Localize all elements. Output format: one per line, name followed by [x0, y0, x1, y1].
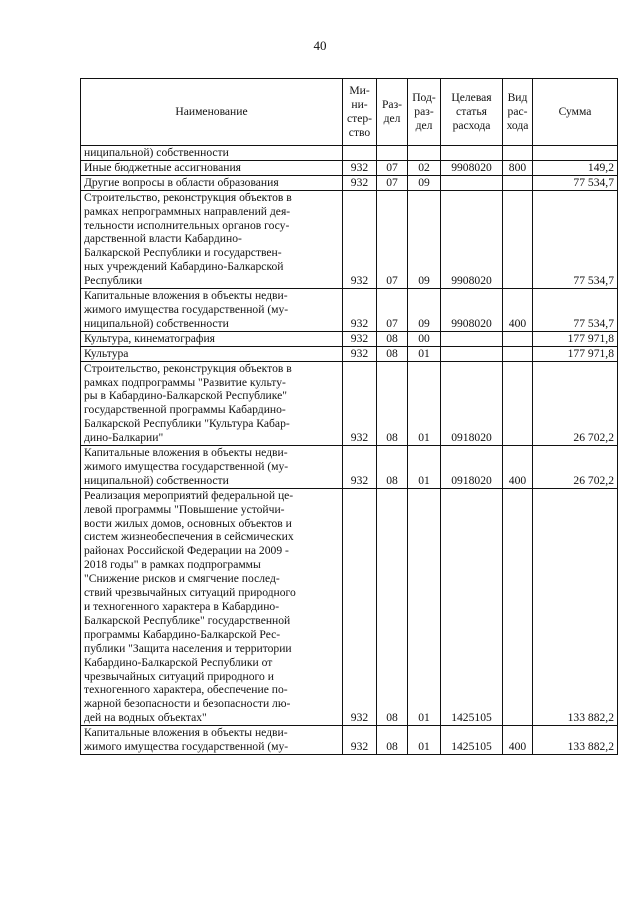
row-name	[81, 488, 343, 725]
header-section: Раз- дел	[377, 79, 408, 146]
row-subsection: 01	[408, 346, 441, 361]
row-sum: 26 702,2	[533, 361, 618, 445]
row-name-line: ниципальной) собственности	[84, 316, 229, 330]
table-header-row	[81, 79, 618, 146]
row-section	[377, 146, 408, 161]
row-name-line: Балкарской Республики и государствен-	[84, 246, 282, 260]
row-expense-type	[503, 190, 533, 288]
row-subsection: 01	[408, 361, 441, 445]
row-name-line: "Снижение рисков и смягчение послед-	[84, 572, 280, 586]
row-name-line: техногенного характера, обеспечение по-	[84, 683, 288, 697]
table-body	[81, 146, 618, 755]
row-name	[81, 346, 343, 361]
row-name-line: Другие вопросы в области образования	[84, 175, 279, 189]
row-sum: 133 882,2	[533, 726, 618, 755]
row-target-article: 0918020	[441, 446, 503, 489]
row-name-line: публики "Защита населения и территории	[84, 641, 292, 655]
row-expense-type: 400	[503, 289, 533, 332]
row-target-article	[441, 175, 503, 190]
row-name-line: дино-Балкарии"	[84, 431, 164, 445]
row-section: 08	[377, 361, 408, 445]
row-target-article: 9908020	[441, 289, 503, 332]
row-sum: 77 534,7	[533, 289, 618, 332]
row-name-line: жарной безопасности и безопасности лю-	[84, 697, 291, 711]
row-name-line: ниципальной) собственности	[84, 473, 229, 487]
row-name-line: Республики	[84, 274, 143, 288]
row-name-line: тельности исполнительных органов госу-	[84, 218, 290, 232]
row-name-line: Иные бюджетные ассигнования	[84, 160, 241, 174]
header-expense-type: Вид рас- хода	[503, 79, 533, 146]
row-ministry: 932	[343, 175, 377, 190]
row-name	[81, 190, 343, 288]
row-sum: 77 534,7	[533, 175, 618, 190]
row-name-line: районах Российской Федерации на 2009 -	[84, 544, 289, 558]
row-target-article	[441, 146, 503, 161]
row-section: 07	[377, 160, 408, 175]
row-name-line: программы Кабардино-Балкарской Рес-	[84, 627, 281, 641]
row-expense-type: 800	[503, 160, 533, 175]
row-name-line: Строительство, реконструкция объектов в	[84, 361, 292, 375]
table-row	[81, 331, 618, 346]
row-name-line: рамках подпрограммы "Развитие культу-	[84, 375, 286, 389]
row-expense-type	[503, 346, 533, 361]
row-name-line: Культура, кинематография	[84, 331, 215, 345]
row-ministry: 932	[343, 346, 377, 361]
row-name	[81, 289, 343, 332]
table-row	[81, 361, 618, 445]
row-ministry: 932	[343, 488, 377, 725]
table-row	[81, 190, 618, 288]
row-section: 08	[377, 446, 408, 489]
row-expense-type: 400	[503, 726, 533, 755]
table-row	[81, 446, 618, 489]
row-subsection: 01	[408, 726, 441, 755]
budget-table	[80, 78, 618, 755]
row-expense-type	[503, 361, 533, 445]
table-row	[81, 146, 618, 161]
row-name	[81, 726, 343, 755]
row-section: 08	[377, 488, 408, 725]
header-target-article: Целевая статья расхода	[441, 79, 503, 146]
row-name-line: ствий чрезвычайных ситуаций природного	[84, 586, 296, 600]
row-name-line: жимого имущества государственной (му-	[84, 302, 289, 316]
row-ministry: 932	[343, 361, 377, 445]
row-name	[81, 331, 343, 346]
row-ministry: 932	[343, 289, 377, 332]
row-section: 08	[377, 331, 408, 346]
row-name-line: Капитальные вложения в объекты недви-	[84, 289, 288, 303]
header-sum: Сумма	[533, 79, 618, 146]
row-sum: 149,2	[533, 160, 618, 175]
row-ministry: 932	[343, 446, 377, 489]
row-name-line: Культура	[84, 346, 129, 360]
table-row	[81, 488, 618, 725]
row-name-line: дарственной власти Кабардино-	[84, 232, 242, 246]
row-name-line: ных учреждений Кабардино-Балкарской	[84, 260, 284, 274]
row-expense-type	[503, 488, 533, 725]
row-name-line: Кабардино-Балкарской Республики от	[84, 655, 273, 669]
row-subsection: 00	[408, 331, 441, 346]
row-name-line: государственной программы Кабардино-	[84, 403, 286, 417]
row-subsection: 09	[408, 289, 441, 332]
row-ministry: 932	[343, 190, 377, 288]
row-target-article	[441, 331, 503, 346]
row-subsection	[408, 146, 441, 161]
row-name-line: ниципальной) собственности	[84, 146, 229, 159]
row-sum: 177 971,8	[533, 346, 618, 361]
row-subsection: 09	[408, 190, 441, 288]
row-name	[81, 160, 343, 175]
row-name-line: ры в Кабардино-Балкарской Республике"	[84, 389, 287, 403]
header-subsection: Под- раз- дел	[408, 79, 441, 146]
row-name-line: Балкарской Республики "Культура Кабар-	[84, 417, 290, 431]
row-section: 08	[377, 726, 408, 755]
row-name-line: и техногенного характера в Кабардино-	[84, 600, 280, 613]
row-expense-type	[503, 146, 533, 161]
row-target-article	[441, 346, 503, 361]
row-sum: 177 971,8	[533, 331, 618, 346]
row-name-line: 2018 годы" в рамках подпрограммы	[84, 558, 261, 572]
row-target-article: 1425105	[441, 726, 503, 755]
header-name: Наименование	[81, 79, 343, 146]
row-section: 07	[377, 175, 408, 190]
row-name-line: Балкарской Республике" государственной	[84, 613, 291, 627]
row-expense-type	[503, 331, 533, 346]
row-name-line: Строительство, реконструкция объектов в	[84, 190, 292, 204]
table-row	[81, 346, 618, 361]
row-name-line: рамках непрограммных направлений дея-	[84, 204, 291, 218]
row-name-line: Капитальные вложения в объекты недви-	[84, 726, 288, 740]
row-target-article: 1425105	[441, 488, 503, 725]
row-name-line: жимого имущества государственной (му-	[84, 740, 289, 754]
row-expense-type: 400	[503, 446, 533, 489]
row-section: 07	[377, 190, 408, 288]
row-name-line: систем жизнеобеспечения в сейсмических	[84, 530, 294, 544]
row-sum: 26 702,2	[533, 446, 618, 489]
row-name	[81, 146, 343, 161]
row-sum: 77 534,7	[533, 190, 618, 288]
row-name	[81, 175, 343, 190]
table-row	[81, 289, 618, 332]
row-ministry: 932	[343, 331, 377, 346]
row-ministry: 932	[343, 726, 377, 755]
row-section: 08	[377, 346, 408, 361]
row-name	[81, 446, 343, 489]
row-name	[81, 361, 343, 445]
row-sum: 133 882,2	[533, 488, 618, 725]
row-subsection: 09	[408, 175, 441, 190]
row-name-line: жимого имущества государственной (му-	[84, 459, 289, 473]
row-target-article: 9908020	[441, 190, 503, 288]
row-section: 07	[377, 289, 408, 332]
row-ministry	[343, 146, 377, 161]
row-expense-type	[503, 175, 533, 190]
row-name-line: дей на водных объектах"	[84, 711, 207, 725]
table-row	[81, 160, 618, 175]
row-name-line: чрезвычайных ситуаций природного и	[84, 669, 274, 683]
row-name-line: левой программы "Повышение устойчи-	[84, 502, 285, 516]
page-number: 40	[313, 38, 327, 53]
row-ministry: 932	[343, 160, 377, 175]
table-row	[81, 175, 618, 190]
row-target-article: 9908020	[441, 160, 503, 175]
row-name-line: вости жилых домов, основных объектов и	[84, 516, 292, 530]
row-subsection: 01	[408, 488, 441, 725]
row-subsection: 02	[408, 160, 441, 175]
row-name-line: Капитальные вложения в объекты недви-	[84, 446, 288, 460]
row-sum	[533, 146, 618, 161]
row-subsection: 01	[408, 446, 441, 489]
table-row	[81, 726, 618, 755]
header-ministry: Ми- ни- стер- ство	[343, 79, 377, 146]
row-target-article: 0918020	[441, 361, 503, 445]
row-name-line: Реализация мероприятий федеральной це-	[84, 488, 294, 502]
